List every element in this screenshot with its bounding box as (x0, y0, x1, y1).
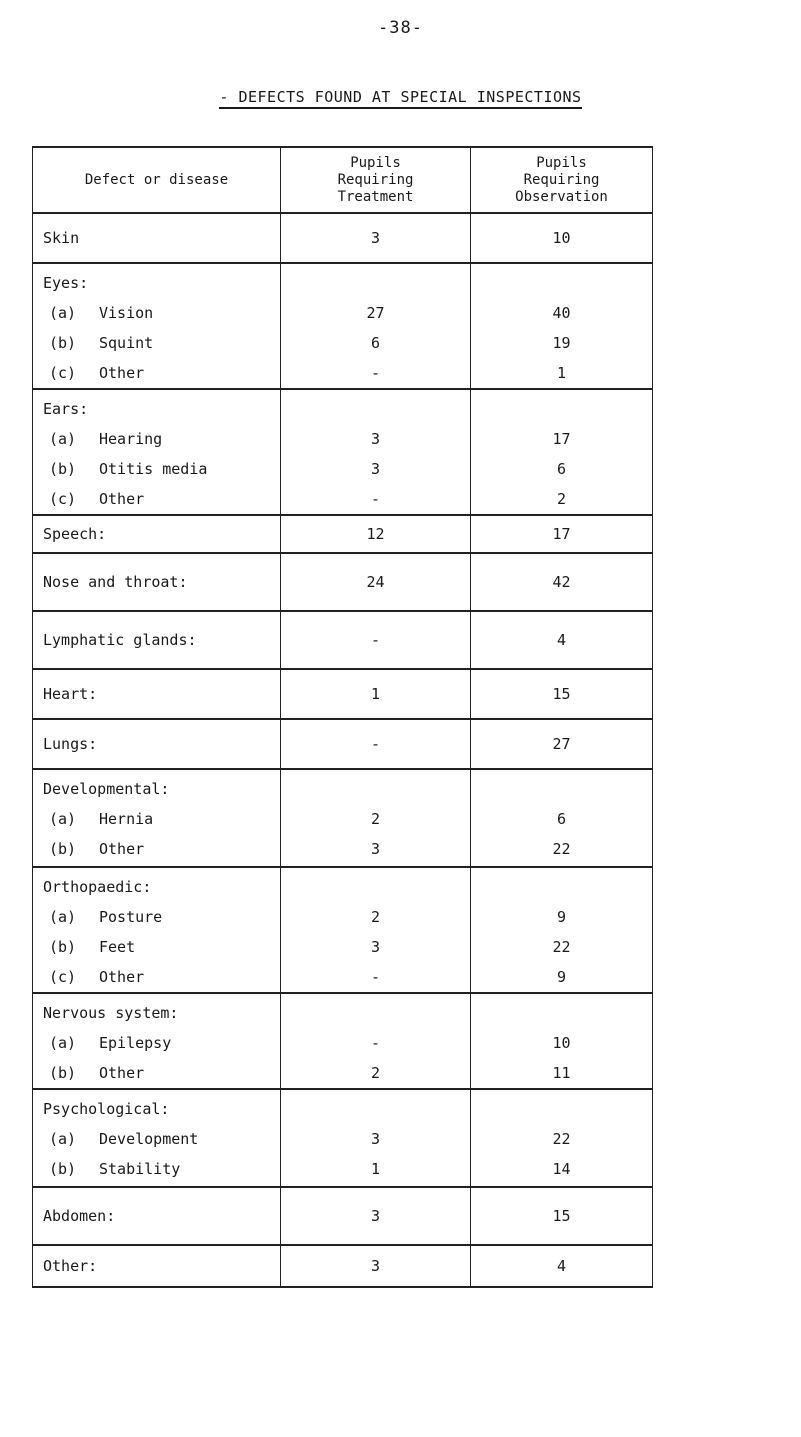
observation-cell (471, 867, 653, 993)
sub-item-letter: (a) (49, 908, 77, 926)
observation-value: 19 (552, 334, 571, 352)
treatment-value: 3 (370, 229, 381, 247)
sub-item-letter: (a) (49, 1034, 77, 1052)
treatment-value: - (370, 968, 381, 986)
observation-cell (471, 669, 653, 719)
treatment-cell (281, 263, 471, 389)
sub-item-letter: (b) (49, 460, 77, 478)
treatment-value: 2 (370, 1064, 381, 1082)
sub-item-label (33, 298, 280, 328)
table-row (33, 769, 653, 867)
treatment-value: - (370, 364, 381, 382)
defect-cell (33, 213, 281, 263)
treatment-value: 24 (366, 573, 385, 591)
category-label: Nervous system: (43, 1004, 179, 1022)
defect-cell (33, 1187, 281, 1245)
category-label: Orthopaedic: (43, 878, 152, 896)
sub-item-letter: (a) (49, 1130, 77, 1148)
table-row (33, 1245, 653, 1287)
sub-item-label (33, 1124, 280, 1154)
category-label: Lungs: (43, 735, 98, 753)
observation-value: 22 (552, 938, 571, 956)
observation-value: 15 (552, 1207, 571, 1225)
treatment-value: 3 (370, 460, 381, 478)
sub-item-letter: (a) (49, 430, 77, 448)
observation-value: 14 (552, 1160, 571, 1178)
defect-cell (33, 1245, 281, 1287)
treatment-value: 3 (370, 1257, 381, 1275)
observation-cell (471, 213, 653, 263)
header-defect (33, 147, 281, 213)
blank-line (281, 872, 470, 902)
sub-item-label (33, 454, 280, 484)
sub-item-name: Stability (99, 1160, 181, 1178)
sub-item-letter: (a) (49, 304, 77, 322)
treatment-cell (281, 993, 471, 1089)
sub-item-label (33, 484, 280, 514)
observation-value: 6 (556, 460, 567, 478)
table-row (33, 1089, 653, 1187)
blank-line (471, 998, 652, 1028)
sub-item-letter: (c) (49, 968, 77, 986)
defect-cell (33, 553, 281, 611)
treatment-value: 27 (366, 304, 385, 322)
table-row (33, 553, 653, 611)
table-row (33, 1187, 653, 1245)
treatment-value: 2 (370, 908, 381, 926)
table-row (33, 993, 653, 1089)
defect-cell (33, 669, 281, 719)
sub-item-name: Feet (99, 938, 136, 956)
observation-cell (471, 719, 653, 769)
observation-cell (471, 611, 653, 669)
defect-cell (33, 867, 281, 993)
treatment-value: 1 (370, 685, 381, 703)
treatment-value: 12 (366, 525, 385, 543)
sub-item-label (33, 902, 280, 932)
sub-item-name: Other (99, 490, 145, 508)
table-row (33, 719, 653, 769)
observation-value: 1 (556, 364, 567, 382)
blank-line (281, 1094, 470, 1124)
header-observation (471, 147, 653, 213)
treatment-cell (281, 553, 471, 611)
sub-item-letter: (c) (49, 490, 77, 508)
page-title (0, 88, 801, 106)
blank-line (471, 1094, 652, 1124)
table-header-row (33, 147, 653, 213)
observation-value: 17 (552, 525, 571, 543)
treatment-value: 3 (370, 1130, 381, 1148)
observation-cell (471, 993, 653, 1089)
header-treatment-line: Pupils (350, 154, 401, 171)
sub-item-name: Other (99, 1064, 145, 1082)
treatment-value: - (370, 1034, 381, 1052)
treatment-cell (281, 611, 471, 669)
category-label: Speech: (43, 525, 107, 543)
sub-item-letter: (b) (49, 334, 77, 352)
sub-item-name: Hernia (99, 810, 154, 828)
sub-item-label (33, 1154, 280, 1184)
table-group (33, 611, 653, 669)
page-title-text: - DEFECTS FOUND AT SPECIAL INSPECTIONS (219, 88, 581, 109)
treatment-value: - (370, 490, 381, 508)
table-group (33, 263, 653, 389)
blank-line (281, 394, 470, 424)
table-group (33, 389, 653, 515)
category-label: Heart: (43, 685, 98, 703)
table-row (33, 263, 653, 389)
category-label: Developmental: (43, 780, 170, 798)
treatment-value: 3 (370, 430, 381, 448)
table-row (33, 213, 653, 263)
header-treatment-line: Requiring (337, 171, 414, 188)
defect-cell (33, 993, 281, 1089)
table-group (33, 515, 653, 553)
sub-item-name: Other (99, 364, 145, 382)
sub-item-name: Vision (99, 304, 154, 322)
treatment-cell (281, 515, 471, 553)
defect-cell (33, 611, 281, 669)
header-treatment-line: Treatment (337, 188, 414, 205)
observation-cell (471, 1187, 653, 1245)
table-group (33, 769, 653, 867)
header-observation-line: Requiring (523, 171, 600, 188)
observation-cell (471, 389, 653, 515)
table-group (33, 867, 653, 993)
table-group (33, 669, 653, 719)
observation-value: 17 (552, 430, 571, 448)
sub-item-name: Development (99, 1130, 199, 1148)
table-group (33, 719, 653, 769)
header-observation-line: Observation (515, 188, 608, 205)
defect-cell (33, 515, 281, 553)
observation-value: 2 (556, 490, 567, 508)
treatment-cell (281, 1089, 471, 1187)
table-group (33, 1089, 653, 1187)
observation-value: 27 (552, 735, 571, 753)
observation-cell (471, 263, 653, 389)
sub-item-name: Otitis media (99, 460, 208, 478)
sub-item-label (33, 424, 280, 454)
defect-cell (33, 263, 281, 389)
observation-cell (471, 769, 653, 867)
table-row (33, 389, 653, 515)
sub-item-name: Other (99, 968, 145, 986)
sub-item-label (33, 962, 280, 992)
table-row (33, 515, 653, 553)
category-label: Eyes: (43, 274, 89, 292)
treatment-cell (281, 213, 471, 263)
observation-value: 9 (556, 908, 567, 926)
treatment-value: 3 (370, 938, 381, 956)
defect-cell (33, 719, 281, 769)
sub-item-name: Squint (99, 334, 154, 352)
sub-item-name: Hearing (99, 430, 163, 448)
table-group (33, 213, 653, 263)
sub-item-label (33, 328, 280, 358)
sub-item-letter: (a) (49, 810, 77, 828)
table-group (33, 553, 653, 611)
treatment-cell (281, 769, 471, 867)
blank-line (281, 268, 470, 298)
category-label: Abdomen: (43, 1207, 116, 1225)
defect-cell (33, 769, 281, 867)
table-row (33, 867, 653, 993)
table-group (33, 1187, 653, 1245)
observation-value: 6 (556, 810, 567, 828)
observation-value: 42 (552, 573, 571, 591)
observation-value: 4 (556, 1257, 567, 1275)
blank-line (471, 872, 652, 902)
observation-value: 4 (556, 631, 567, 649)
sub-item-letter: (b) (49, 1064, 77, 1082)
defects-table (32, 146, 653, 1288)
sub-item-label (33, 834, 280, 864)
observation-value: 40 (552, 304, 571, 322)
observation-value: 15 (552, 685, 571, 703)
header-defect-label: Defect or disease (84, 171, 229, 188)
treatment-value: - (370, 631, 381, 649)
treatment-cell (281, 1245, 471, 1287)
sub-item-name: Other (99, 840, 145, 858)
blank-line (471, 774, 652, 804)
page-number: -38- (378, 18, 423, 38)
sub-item-letter: (c) (49, 364, 77, 382)
table-group (33, 993, 653, 1089)
treatment-cell (281, 389, 471, 515)
sub-item-name: Epilepsy (99, 1034, 172, 1052)
sub-item-letter: (b) (49, 840, 77, 858)
defect-cell (33, 389, 281, 515)
blank-line (471, 394, 652, 424)
treatment-cell (281, 1187, 471, 1245)
sub-item-letter: (b) (49, 1160, 77, 1178)
treatment-cell (281, 669, 471, 719)
sub-item-letter: (b) (49, 938, 77, 956)
observation-value: 10 (552, 1034, 571, 1052)
treatment-value: 1 (370, 1160, 381, 1178)
sub-item-label (33, 1058, 280, 1088)
category-label: Psychological: (43, 1100, 170, 1118)
treatment-value: 3 (370, 1207, 381, 1225)
table-row (33, 611, 653, 669)
observation-cell (471, 1089, 653, 1187)
treatment-value: 2 (370, 810, 381, 828)
header-observation-line: Pupils (536, 154, 587, 171)
blank-line (281, 998, 470, 1028)
observation-cell (471, 553, 653, 611)
table-group (33, 1245, 653, 1287)
sub-item-label (33, 358, 280, 388)
observation-value: 11 (552, 1064, 571, 1082)
treatment-cell (281, 719, 471, 769)
category-label: Ears: (43, 400, 89, 418)
observation-cell (471, 515, 653, 553)
treatment-value: 3 (370, 840, 381, 858)
category-label: Skin (43, 229, 80, 247)
treatment-value: - (370, 735, 381, 753)
category-label: Lymphatic glands: (43, 631, 197, 649)
defect-cell (33, 1089, 281, 1187)
sub-item-label (33, 1028, 280, 1058)
category-label: Nose and throat: (43, 573, 188, 591)
treatment-value: 6 (370, 334, 381, 352)
observation-cell (471, 1245, 653, 1287)
category-label: Other: (43, 1257, 98, 1275)
observation-value: 9 (556, 968, 567, 986)
treatment-cell (281, 867, 471, 993)
sub-item-label (33, 804, 280, 834)
sub-item-label (33, 932, 280, 962)
observation-value: 10 (552, 229, 571, 247)
observation-value: 22 (552, 840, 571, 858)
blank-line (281, 774, 470, 804)
header-treatment (281, 147, 471, 213)
table-row (33, 669, 653, 719)
observation-value: 22 (552, 1130, 571, 1148)
sub-item-name: Posture (99, 908, 163, 926)
blank-line (471, 268, 652, 298)
